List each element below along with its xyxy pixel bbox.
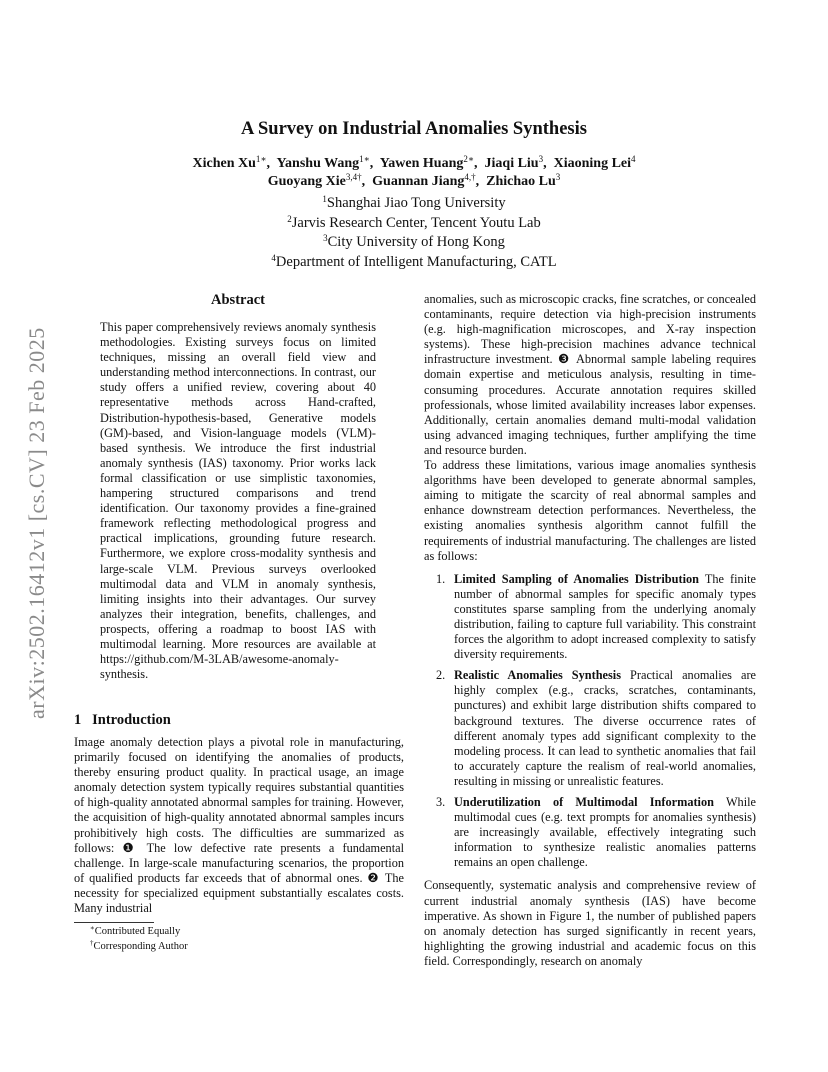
author: Xiaoning Lei	[553, 156, 632, 171]
right-column	[424, 292, 756, 969]
introduction-section	[74, 712, 404, 916]
footnote-rule	[74, 922, 154, 923]
author: Zhichao Lu	[486, 174, 556, 189]
author: Xichen Xu	[192, 156, 256, 171]
paragraph: To address these limitations, various image anomalies synthesis algorithms have been developed to generate abnormal samples, aiming to mitigate the scarcity of real abnormal samples and enhance downstream detection performances. Nevertheless, the existing anomalies synthesis algorithm cannot fulfill the requirements of industrial manufacturing. The challenges are listed as follows:	[424, 458, 756, 563]
author: Guoyang Xie	[267, 174, 346, 189]
paragraph: anomalies, such as microscopic cracks, fine scratches, or concealed contaminants, require detection via high-precision instruments (e.g. high-magnification microscopes, and X-ray inspection systems). These high-precision machines advance technical infrastructure investment. ❸ Abnormal sample labeling requires domain expertise and meticulous analysis, resulting in time-consuming procedures. Accurate annotation requires skilled professionals, whose limited availability increases labor expenses. Additionally, certain anomalies demand multi-modal validation using advanced imaging techniques, further amplifying the time and resource burden.	[424, 292, 756, 457]
affiliation: $^4$Department of Intelligent Manufacturing, CATL	[271, 252, 557, 270]
abstract-body: This paper comprehensively reviews anomaly synthesis methodologies. Existing surveys focus on limited techniques, missing an overall field view and understanding method interconnections. In contrast, our study offers a unified review, covering about 40 representative methods across Hand-crafted, Distribution-hypothesis-based, Generative models (GM)-based, and Vision-language models (VLM)-based synthesis. We introduce the first industrial anomaly synthesis (IAS) taxonomy. Prior works lack formal classification or use simplistic taxonomies, hampering structured comparisons and trend identification. Our taxonomy provides a fine-grained framework reflecting methodological progress and practical implications, grounding future research. Furthermore, we explore cross-modality synthesis and large-scale VLM. Previous surveys overlooked multimodal data and VLM in anomaly synthesis, limiting insights into their advantages. Our survey analyzes their integration, benefits, challenges, and prospects, offering a roadmap to boost IAS with multimodal learning. More resources are available at https://github.com/M-3LAB/awesome-anomaly-synthesis.	[100, 320, 376, 682]
author: Yawen Huang	[379, 156, 464, 171]
challenges-list	[424, 572, 756, 871]
affiliations	[0, 194, 828, 272]
list-item: 2. Realistic Anomalies Synthesis Practical anomalies are highly complex (e.g., cracks, scratches, contaminants, punctures) and exhibit large distribution shifts compared to background textures. The diverse occurrence rates of different anomaly types add significant complexity to the modeling process. It can lead to synthetic anomalies that fail to accurately capture the realism of real-world anomalies, resulting in missing or unrealistic features.	[436, 668, 756, 788]
affiliation: $^3$City University of Hong Kong	[323, 233, 505, 250]
list-item: 1. Limited Sampling of Anomalies Distribution The finite number of abnormal samples for specific anomaly types constitutes sparse sampling from the underlying anomaly distribution, failing to capture full variability. This constraint forces the algorithm to adopt increased complexity to satisfy diversity requirements.	[436, 571, 756, 662]
author: Yanshu Wang	[276, 156, 360, 171]
introduction-body: Image anomaly detection plays a pivotal role in manufacturing, primarily focused on identifying the anomalies of products, thereby ensuring product quality. In practical usage, an image anomaly detection system typically requires substantial quantities of high-quality annotated abnormal samples for training. However, the acquisition of high-quality annotated abnormal samples incurs prohibitively high costs. The difficulties are summarized as follows: ❶ The low defective rate presents a fundamental challenge. In large-scale manufacturing scenarios, the proportion of qualified products far exceeds that of abnormal ones. ❷ The necessity for specialized equipment substantially escalates costs. Many industrial	[74, 735, 404, 916]
introduction-heading: 1 Introduction	[74, 712, 171, 728]
author-line-2: Guoyang Xie$^{3,4\dagger}$, Guannan Jiang$^{4,\dagger}$, Zhichao Lu$^3$	[267, 172, 561, 189]
footnote-contributed: ∗Contributed Equally	[90, 924, 181, 937]
author-list	[100, 155, 728, 191]
paper-title: A Survey on Industrial Anomalies Synthesis	[241, 119, 587, 139]
arxiv-stamp: arXiv:2502.16412v1 [cs.CV] 23 Feb 2025	[24, 327, 49, 719]
affiliation: $^2$Jarvis Research Center, Tencent Youtu Lab	[287, 213, 541, 231]
abstract-heading: Abstract	[211, 292, 265, 308]
list-item: 3. Underutilization of Multimodal Information While multimodal cues (e.g. text prompts for anomalies synthesis) are increasingly available, effectively integrating such information to synthesize realistic anomalies patterns remains an open challenge.	[436, 795, 756, 870]
affiliation: $^1$Shanghai Jiao Tong University	[322, 194, 506, 211]
footnote-corresponding: †Corresponding Author	[90, 939, 188, 952]
paragraph: Consequently, systematic analysis and comprehensive review of current industrial anomaly synthesis (IAS) have become imperative. As shown in Figure 1, the number of published papers on anomaly detection has surged significantly in recent years, highlighting the growing industrial and academic focus on this field. Correspondingly, research on anomaly	[424, 878, 756, 968]
author-line-1: Xichen $Xu^{1∗}$, Yanshu Wang$^{1∗}$, Yawen Huang$^{2∗}$, Jiaqi Liu$^3$, Xiaoning Lei$^4$	[192, 154, 636, 171]
author: Guannan Jiang	[372, 174, 465, 189]
author: Jiaqi Liu	[484, 156, 539, 171]
